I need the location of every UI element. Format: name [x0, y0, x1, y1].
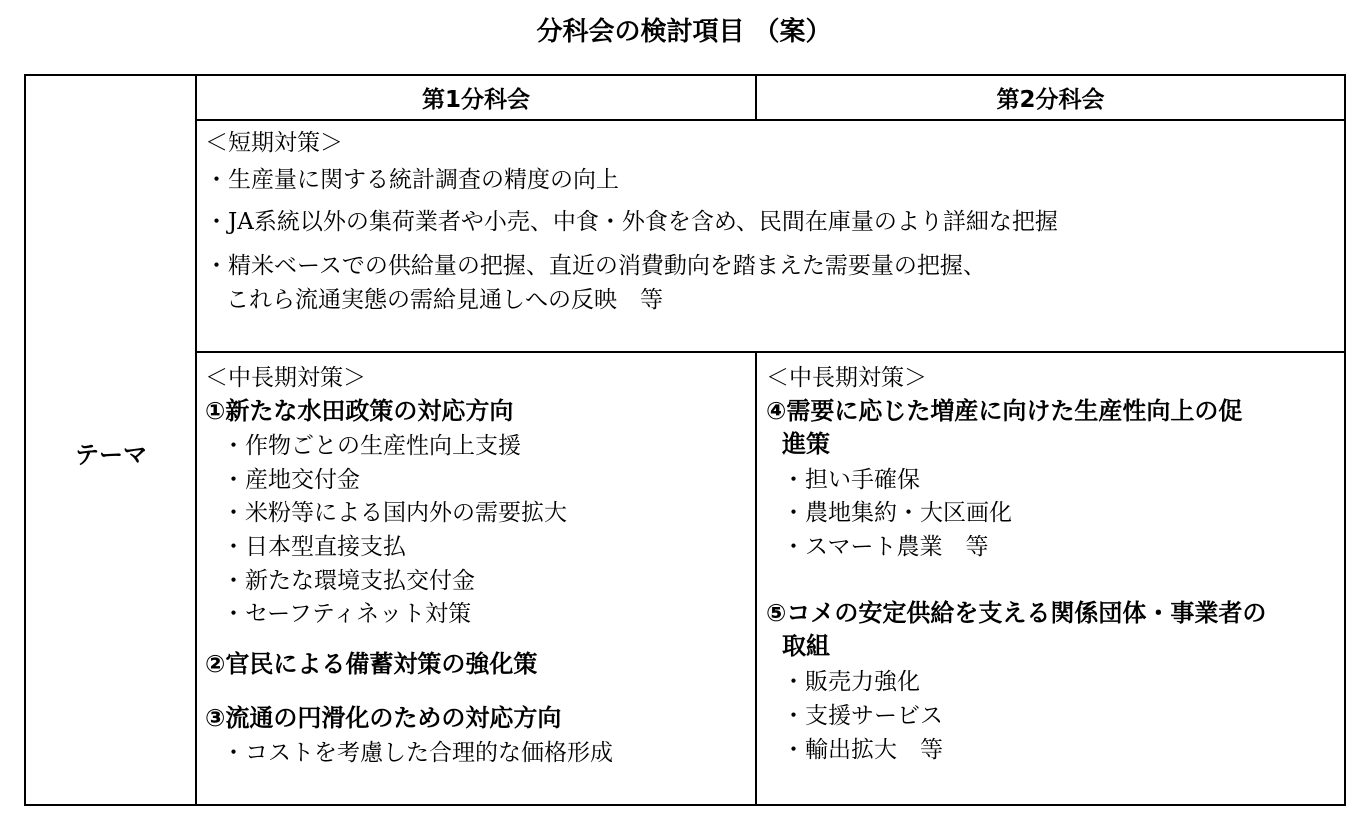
- list-item: ・精米ベースでの供給量の把握、直近の消費動向を踏まえた需要量の把握、: [205, 253, 986, 279]
- list-item: ・セーフティネット対策: [222, 601, 472, 627]
- list-item: ・産地交付金: [222, 467, 360, 493]
- list-item: ・輸出拡大 等: [782, 737, 943, 763]
- table-bottom-border: [24, 804, 1346, 806]
- short-term-bottom-border: [196, 351, 1346, 353]
- table-top-border: [24, 74, 1346, 76]
- list-item: ・新たな環境支払交付金: [222, 568, 475, 594]
- list-item: ・スマート農業 等: [782, 534, 989, 560]
- section-title-4: ④需要に応じた増産に向けた生産性向上の促: [766, 397, 1243, 425]
- column-header-subcommittee-2: 第2分科会: [996, 87, 1105, 113]
- row-header-theme: テーマ: [75, 441, 147, 469]
- list-item: ・生産量に関する統計調査の精度の向上: [205, 167, 619, 193]
- table-right-border: [1344, 74, 1346, 806]
- list-item: ・担い手確保: [782, 467, 920, 493]
- short-term-heading: ＜短期対策＞: [205, 130, 343, 156]
- column-header-subcommittee-1: 第1分科会: [421, 87, 530, 113]
- list-item: ・コストを考慮した合理的な価格形成: [222, 740, 613, 766]
- section-title-1: ①新たな水田政策の対応方向: [205, 397, 514, 425]
- list-item: ・販売力強化: [782, 669, 920, 695]
- list-item: ・日本型直接支払: [222, 534, 406, 560]
- mid-long-term-heading: ＜中長期対策＞: [766, 365, 927, 391]
- section-title-5: ⑤コメの安定供給を支える関係団体・事業者の: [766, 599, 1267, 627]
- section-title-3: ③流通の円滑化のための対応方向: [205, 704, 562, 732]
- mid-term-column-divider: [755, 351, 757, 806]
- list-item: ・作物ごとの生産性向上支援: [222, 433, 521, 459]
- list-item-continuation: これら流通実態の需給見通しへの反映 等: [226, 287, 663, 313]
- list-item: ・米粉等による国内外の需要拡大: [222, 500, 567, 526]
- list-item: ・JA系統以外の集荷業者や小売、中食・外食を含め、民間在庫量のより詳細な把握: [205, 209, 1058, 235]
- list-item: ・農地集約・大区画化: [782, 500, 1012, 526]
- section-title-5-continuation: 取組: [782, 632, 830, 660]
- list-item: ・支援サービス: [782, 703, 943, 729]
- mid-long-term-heading: ＜中長期対策＞: [205, 365, 366, 391]
- page-title: 分科会の検討項目 （案）: [536, 17, 832, 47]
- section-title-4-continuation: 進策: [782, 430, 830, 458]
- section-title-2: ②官民による備蓄対策の強化策: [205, 650, 538, 678]
